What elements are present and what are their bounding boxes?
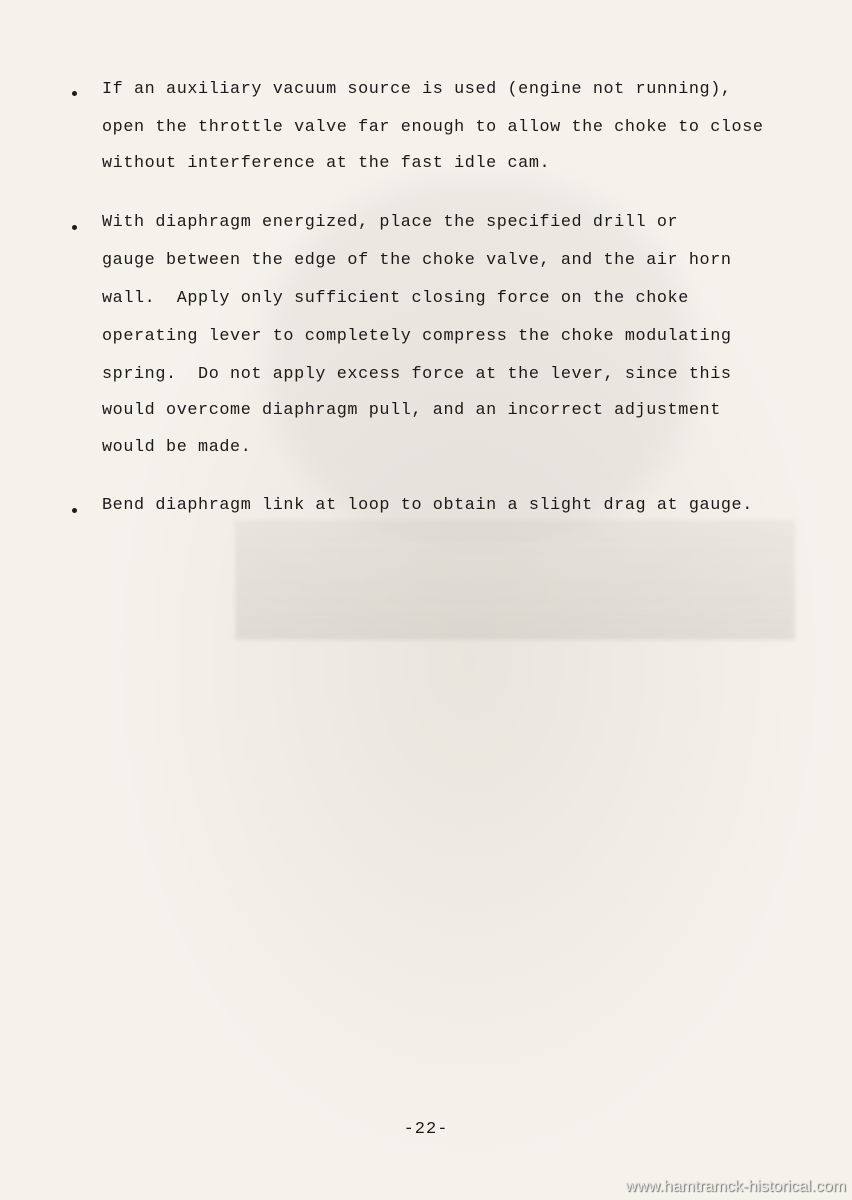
- text-line: operating lever to completely compress the choke modulating: [102, 327, 732, 346]
- text-line: would overcome diaphragm pull, and an incorrect adjustment: [102, 401, 721, 420]
- text-line: spring. Do not apply excess force at the lever, since this: [102, 365, 732, 384]
- text-line: If an auxiliary vacuum source is used (engine not running),: [102, 80, 732, 99]
- text-line: wall. Apply only sufficient closing force on the choke: [102, 289, 689, 308]
- text-line: Bend diaphragm link at loop to obtain a slight drag at gauge.: [102, 496, 753, 515]
- bleed-through-photo: [235, 520, 795, 640]
- text-line: open the throttle valve far enough to allow the choke to close: [102, 118, 764, 137]
- text-line: With diaphragm energized, place the specified drill or: [102, 213, 679, 232]
- bullet-dot: [72, 508, 77, 513]
- bleed-through-shadow: [270, 180, 690, 540]
- bullet-dot: [72, 225, 77, 230]
- text-line: would be made.: [102, 438, 252, 457]
- page-number: -22-: [403, 1120, 449, 1139]
- bullet-dot: [72, 91, 77, 96]
- text-line: without interference at the fast idle cam.: [102, 154, 551, 173]
- text-line: gauge between the edge of the choke valve, and the air horn: [102, 251, 732, 270]
- watermark: www.hamtramck-historical.com: [625, 1178, 846, 1195]
